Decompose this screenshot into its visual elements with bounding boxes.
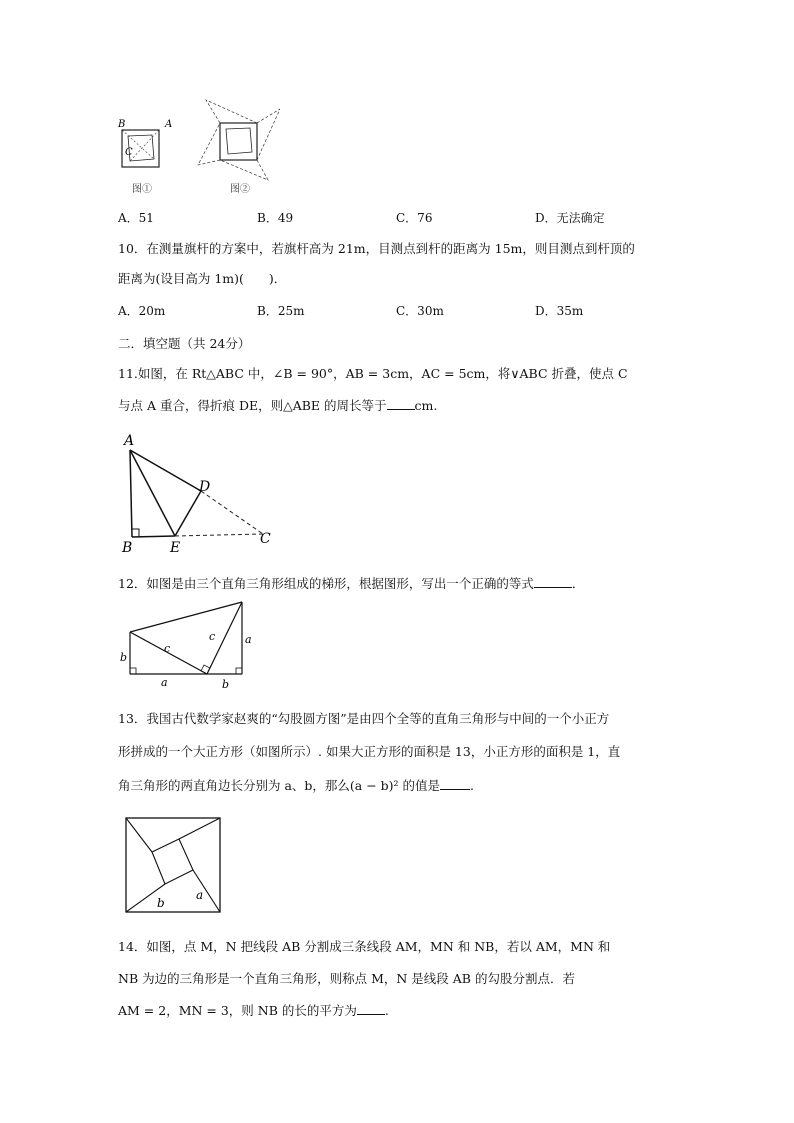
q12-label-a-right: a	[245, 633, 252, 646]
q11-answer-blank	[387, 397, 415, 410]
fig1-label-c: C	[125, 147, 133, 158]
q11-label-c: C	[260, 531, 271, 547]
q12-label-c-left: c	[164, 642, 171, 655]
fig2-caption: 图②	[230, 184, 250, 195]
q13-line-3-end: .	[470, 778, 475, 793]
q11-line-2	[118, 396, 437, 414]
q13-figure	[122, 815, 224, 915]
q9-figures	[110, 95, 280, 200]
q11-line-1: 11.如图，在 Rt△ABC 中，∠B = 90°，AB = 3cm，AC = 5cm，将∨ABC 折叠，使点 C	[118, 366, 628, 381]
q11-line-2-unit: cm.	[414, 398, 438, 413]
q11-figure	[115, 430, 285, 555]
q12-line-1-end: ．	[571, 576, 585, 591]
q14-line-2: NB 为边的三角形是一个直角三角形，则称点 M，N 是线段 AB 的勾股分割点．若	[118, 971, 575, 986]
q12-answer-blank	[534, 575, 572, 588]
q11-label-b: B	[122, 540, 133, 555]
q11-label-d: D	[199, 479, 211, 495]
q9-option-c: C．76	[396, 211, 433, 225]
q12-label-b-bottom: b	[222, 678, 230, 691]
q14-line-3-text: AM = 2，MN = 3，则 NB 的长的平方为	[118, 1003, 357, 1018]
figure-1	[117, 119, 172, 195]
q11-label-e: E	[170, 540, 181, 555]
q13-label-a: a	[196, 888, 204, 902]
q10-line-2: 距离为(设目高为 1m)( )．	[118, 271, 287, 286]
fig1-label-a: A	[165, 119, 173, 130]
q12-figure	[112, 598, 262, 693]
q11-label-a: A	[124, 433, 135, 449]
q14-answer-blank	[357, 1002, 385, 1015]
q13-line-1: 13．我国古代数学家赵爽的“勾股圆方图”是由四个全等的直角三角形与中间的一个小正方	[118, 711, 610, 726]
q13-label-b: b	[157, 896, 165, 910]
q13-answer-blank	[440, 777, 470, 790]
q13-line-3	[118, 776, 474, 794]
fig1-label-b: B	[118, 119, 126, 130]
q14-line-3-end: .	[384, 1003, 389, 1018]
q10-option-b: B．25m	[257, 304, 305, 318]
q12-line-1	[118, 574, 584, 592]
q13-line-2: 形拼成的一个大正方形（如图所示）. 如果大正方形的面积是 13，小正方形的面积是 1，直	[118, 744, 621, 759]
q10-option-a: A．20m	[118, 304, 166, 318]
q9-option-b: B．49	[257, 211, 294, 225]
q14-line-1: 14．如图，点 M，N 把线段 AB 分割成三条线段 AM，MN 和 NB，若以 AM，MN 和	[118, 939, 611, 954]
q12-label-b-left: b	[120, 651, 128, 664]
q13-line-3-text: 角三角形的两直角边长分别为 a、b，那么(a − b)² 的值是	[118, 778, 441, 793]
q9-option-a: A．51	[118, 211, 154, 225]
q10-option-d: D．35m	[535, 304, 584, 318]
q12-line-1-text: 12．如图是由三个直角三角形组成的梯形，根据图形，写出一个正确的等式	[118, 576, 534, 591]
q12-label-c-right: c	[209, 630, 216, 643]
q12-label-a-bottom: a	[161, 676, 168, 689]
section-title: 二．填空题（共 24分）	[118, 336, 251, 351]
fig1-caption: 图①	[132, 184, 152, 195]
q14-line-3	[118, 1001, 389, 1019]
figure-2	[198, 100, 280, 195]
q11-line-2-text: 与点 A 重合，得折痕 DE，则△ABE 的周长等于	[118, 398, 387, 413]
q10-option-c: C．30m	[396, 304, 444, 318]
q9-option-d: D．无法确定	[535, 211, 605, 225]
q10-line-1: 10．在测量旗杆的方案中，若旗杆高为 21m，目测点到杆的距离为 15m，则目测点到杆顶的	[118, 241, 635, 256]
